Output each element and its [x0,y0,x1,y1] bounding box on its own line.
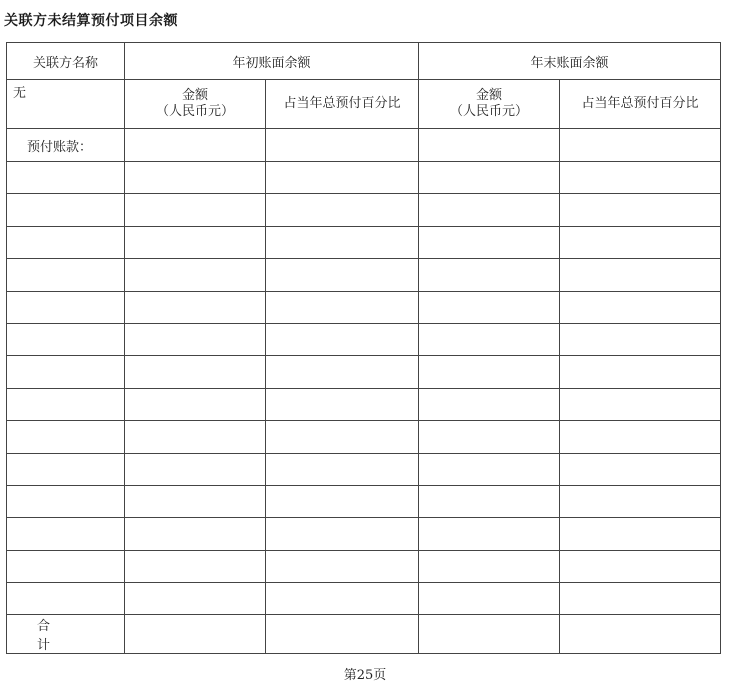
table-cell [419,421,560,453]
amount-label: 金额 [476,88,503,103]
table-cell [7,421,125,453]
table-cell [7,259,125,291]
total-row [7,615,721,654]
table-cell [419,615,560,654]
table-cell [7,518,125,550]
header-row-1 [7,43,721,80]
col-header-begin-percent: 占当年总预付百分比 [266,80,419,129]
total-label: 合计 [7,615,125,654]
table-cell [7,485,125,517]
table-cell [560,323,721,355]
table-cell [266,583,419,615]
table-cell [125,388,266,420]
table-cell [7,162,125,194]
header-row-2 [7,80,721,129]
table-cell [560,453,721,485]
table-cell [560,356,721,388]
table-cell [125,615,266,654]
table-cell [266,518,419,550]
amount-unit: （人民币元） [450,104,529,119]
amount-label: 金额 [181,88,208,103]
table-cell [266,323,419,355]
table-cell [7,291,125,323]
table-cell [419,550,560,582]
table-cell [7,453,125,485]
table-cell [419,291,560,323]
table-row [7,518,721,550]
related-party-prepayment-table [6,42,721,654]
table-cell [419,226,560,258]
table-cell [560,485,721,517]
table-cell [560,550,721,582]
col-header-end-percent: 占当年总预付百分比 [560,80,721,129]
table-row [7,388,721,420]
table-row [7,453,721,485]
table-cell [266,388,419,420]
table-cell [7,550,125,582]
table-cell [125,356,266,388]
table-cell [419,162,560,194]
none-cell: 无 [7,80,125,129]
table-cell [560,518,721,550]
table-cell [419,323,560,355]
table-cell [266,259,419,291]
table-cell [125,485,266,517]
table-row [7,226,721,258]
table-cell [419,453,560,485]
table-cell [560,583,721,615]
table-cell [266,550,419,582]
table-row [7,259,721,291]
table-cell [125,291,266,323]
table-cell [560,388,721,420]
table-cell [266,291,419,323]
table-cell [125,323,266,355]
table-cell [125,194,266,226]
table-cell [419,388,560,420]
table-cell [560,162,721,194]
table-cell [266,129,419,162]
table-cell [560,291,721,323]
table-cell [419,129,560,162]
table-cell [125,259,266,291]
table-row [7,323,721,355]
table-cell [419,583,560,615]
amount-unit: （人民币元） [155,104,234,119]
table-cell [419,518,560,550]
table-cell [125,162,266,194]
document-title: 关联方未结算预付项目余额 [4,13,178,29]
col-header-related-party-name: 关联方名称 [7,43,125,80]
table-cell [7,388,125,420]
blank-rows [7,162,721,615]
table-cell [266,615,419,654]
col-header-begin-amount [125,80,266,129]
table-cell [419,259,560,291]
table-cell [7,583,125,615]
col-group-begin-balance: 年初账面余额 [125,43,419,80]
table-row [7,356,721,388]
table-cell [125,583,266,615]
table-cell [125,518,266,550]
table-row [7,421,721,453]
table-cell [419,194,560,226]
col-header-end-amount [419,80,560,129]
table-row [7,194,721,226]
table-cell [266,421,419,453]
table-cell [125,550,266,582]
table-cell [7,323,125,355]
table-cell [7,194,125,226]
table-cell [419,485,560,517]
table-cell [125,453,266,485]
prepay-row [7,129,721,162]
table-cell [266,194,419,226]
page-number: 第25页 [343,668,387,683]
col-group-end-balance: 年末账面余额 [419,43,721,80]
table-cell [125,226,266,258]
prepay-label: 预付账款： [7,129,125,162]
table-cell [419,356,560,388]
table-row [7,162,721,194]
table-cell [266,453,419,485]
table-row [7,550,721,582]
table-cell [266,226,419,258]
table-cell [266,485,419,517]
table-cell [560,615,721,654]
table-row [7,583,721,615]
table-row [7,291,721,323]
table-cell [560,421,721,453]
table-cell [125,421,266,453]
table-cell [125,129,266,162]
table-cell [560,259,721,291]
table-cell [266,356,419,388]
table-row [7,485,721,517]
table-cell [7,226,125,258]
table-cell [560,226,721,258]
table-cell [560,129,721,162]
table-cell [266,162,419,194]
table-cell [560,194,721,226]
table-cell [7,356,125,388]
